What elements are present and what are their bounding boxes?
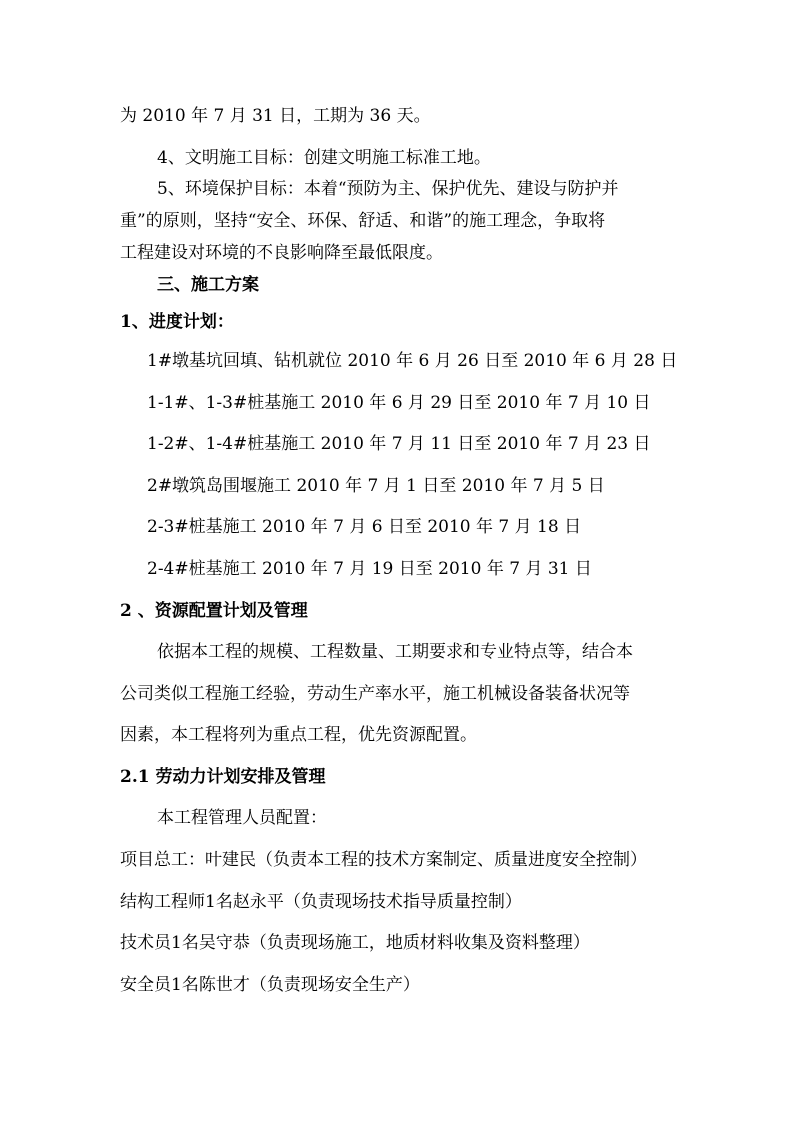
schedule-item-5: 2-3#桩基施工 2010 年 7 月 6 日至 2010 年 7 月 18 日 (147, 517, 582, 537)
staff-item-2: 结构工程师1名赵永平（负责现场技术指导质量控制） (120, 892, 522, 912)
staff-item-1: 项目总工：叶建民（负责本工程的技术方案制定、质量进度安全控制） (120, 850, 647, 870)
text-line-2: 4、文明施工目标：创建文明施工标准工地。 (157, 148, 491, 168)
text-line-1: 为 2010 年 7 月 31 日，工期为 36 天。 (120, 106, 431, 126)
schedule-item-6: 2-4#桩基施工 2010 年 7 月 19 日至 2010 年 7 月 31 日 (147, 559, 592, 579)
text-line-3: 5、环境保护目标：本着“预防为主、保护优先、建设与防护并 (157, 179, 619, 199)
schedule-item-4: 2#墩筑岛围堰施工 2010 年 7 月 1 日至 2010 年 7 月 5 日 (147, 476, 605, 496)
staff-item-4: 安全员1名陈世才（负责现场安全生产） (120, 975, 420, 995)
subsection-heading-schedule: 1、进度计划： (120, 312, 234, 332)
schedule-item-1: 1#墩基坑回填、钻机就位 2010 年 6 月 26 日至 2010 年 6 月 28 日 (147, 351, 678, 371)
text-line-16: 公司类似工程施工经验，劳动生产率水平，施工机械设备装备状况等 (120, 684, 630, 704)
text-line-19: 本工程管理人员配置： (157, 808, 327, 828)
schedule-item-2: 1-1#、1-3#桩基施工 2010 年 6 月 29 日至 2010 年 7 月 10 日 (147, 393, 651, 413)
section-heading: 三、施工方案 (157, 275, 259, 295)
subsection-heading-resources: 2 、资源配置计划及管理 (120, 601, 308, 621)
text-line-15: 依据本工程的规模、工程数量、工期要求和专业特点等，结合本 (157, 642, 633, 662)
text-line-17: 因素，本工程将列为重点工程，优先资源配置。 (120, 725, 477, 745)
subsection-heading-labor: 2.1 劳动力计划安排及管理 (120, 767, 326, 787)
text-line-5: 工程建设对环境的不良影响降至最低限度。 (120, 243, 443, 263)
staff-item-3: 技术员1名吴守恭（负责现场施工，地质材料收集及资料整理） (120, 933, 590, 953)
schedule-item-3: 1-2#、1-4#桩基施工 2010 年 7 月 11 日至 2010 年 7 月 23 日 (147, 434, 651, 454)
text-line-4: 重”的原则，坚持“安全、环保、舒适、和谐”的施工理念，争取将 (120, 211, 606, 231)
